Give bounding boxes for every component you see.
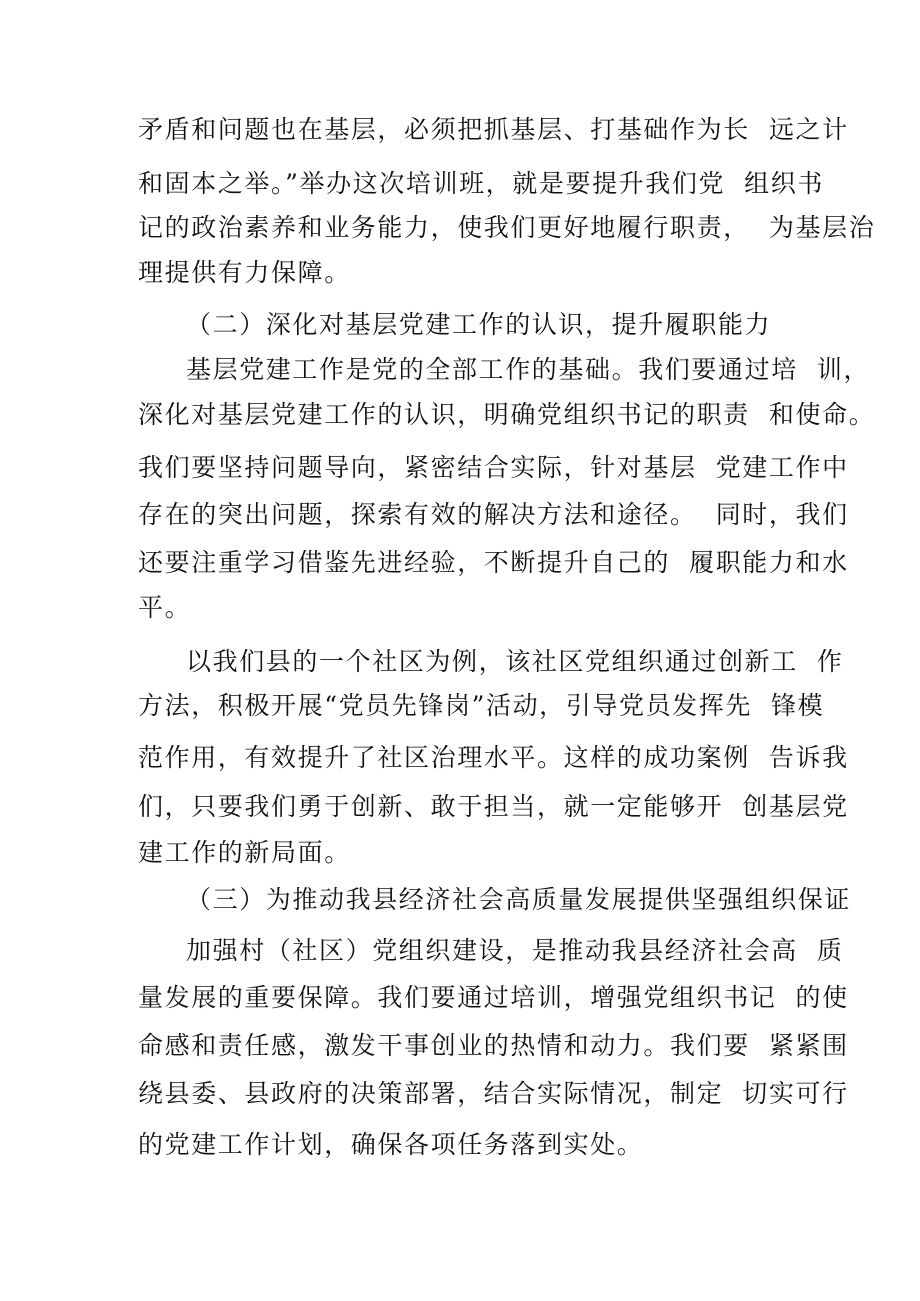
paragraph-2-line-4: 存在的突出问题，探索有效的解决方法和途径。 同时，我们 [138, 500, 849, 529]
paragraph-1-line-3: 记的政治素养和业务能力，使我们更好地履行职责， 为基层治 [138, 213, 876, 242]
paragraph-2-line-3: 我们要坚持问题导向，紧密结合实际，针对基层 党建工作中 [138, 453, 849, 482]
paragraph-3-line-5: 建工作的新局面。 [138, 838, 351, 867]
paragraph-2-line-5: 还要注重学习借鉴先进经验，不断提升自己的 履职能力和水 [138, 548, 849, 577]
paragraph-4-line-4: 绕县委、县政府的决策部署，结合实际情况，制定 切实可行 [138, 1079, 849, 1108]
paragraph-3-line-1: 以我们县的一个社区为例，该社区党组织通过创新工 作 [186, 647, 844, 676]
section-heading-3: （三）为推动我县经济社会高质量发展提供坚强组织保证 [186, 885, 852, 914]
paragraph-3-line-3: 范作用，有效提升了社区治理水平。这样的成功案例 告诉我 [138, 743, 849, 772]
paragraph-2-line-1: 基层党建工作是党的全部工作的基础。我们要通过培 训， [186, 355, 871, 384]
paragraph-4-line-1: 加强村（社区）党组织建设，是推动我县经济社会高 质 [186, 936, 844, 965]
paragraph-4-line-5: 的党建工作计划，确保各项任务落到实处。 [138, 1130, 644, 1159]
paragraph-2-line-6: 平。 [138, 593, 192, 622]
paragraph-2-line-2: 深化对基层党建工作的认识，明确党组织书记的职责 和使命。 [138, 400, 876, 429]
paragraph-3-line-2: 方法，积极开展“党员先锋岗”活动，引导党员发挥先 锋模 [138, 691, 825, 720]
paragraph-3-line-4: 们，只要我们勇于创新、敢于担当，就一定能够开 创基层党 [138, 792, 849, 821]
section-heading-2: （二）深化对基层党建工作的认识，提升履职能力 [186, 310, 772, 339]
paragraph-1-line-2: 和固本之举。”举办这次培训班，就是要提升我们党 组织书 [138, 169, 824, 198]
paragraph-4-line-3: 命感和责任感，激发干事创业的热情和动力。我们要 紧紧围 [138, 1031, 849, 1060]
paragraph-4-line-2: 量发展的重要保障。我们要通过培训，增强党组织书记 的使 [138, 983, 849, 1012]
paragraph-1-line-1: 矛盾和问题也在基层，必须把抓基层、打基础作为长 远之计 [138, 115, 849, 144]
paragraph-1-line-4: 理提供有力保障。 [138, 258, 351, 287]
